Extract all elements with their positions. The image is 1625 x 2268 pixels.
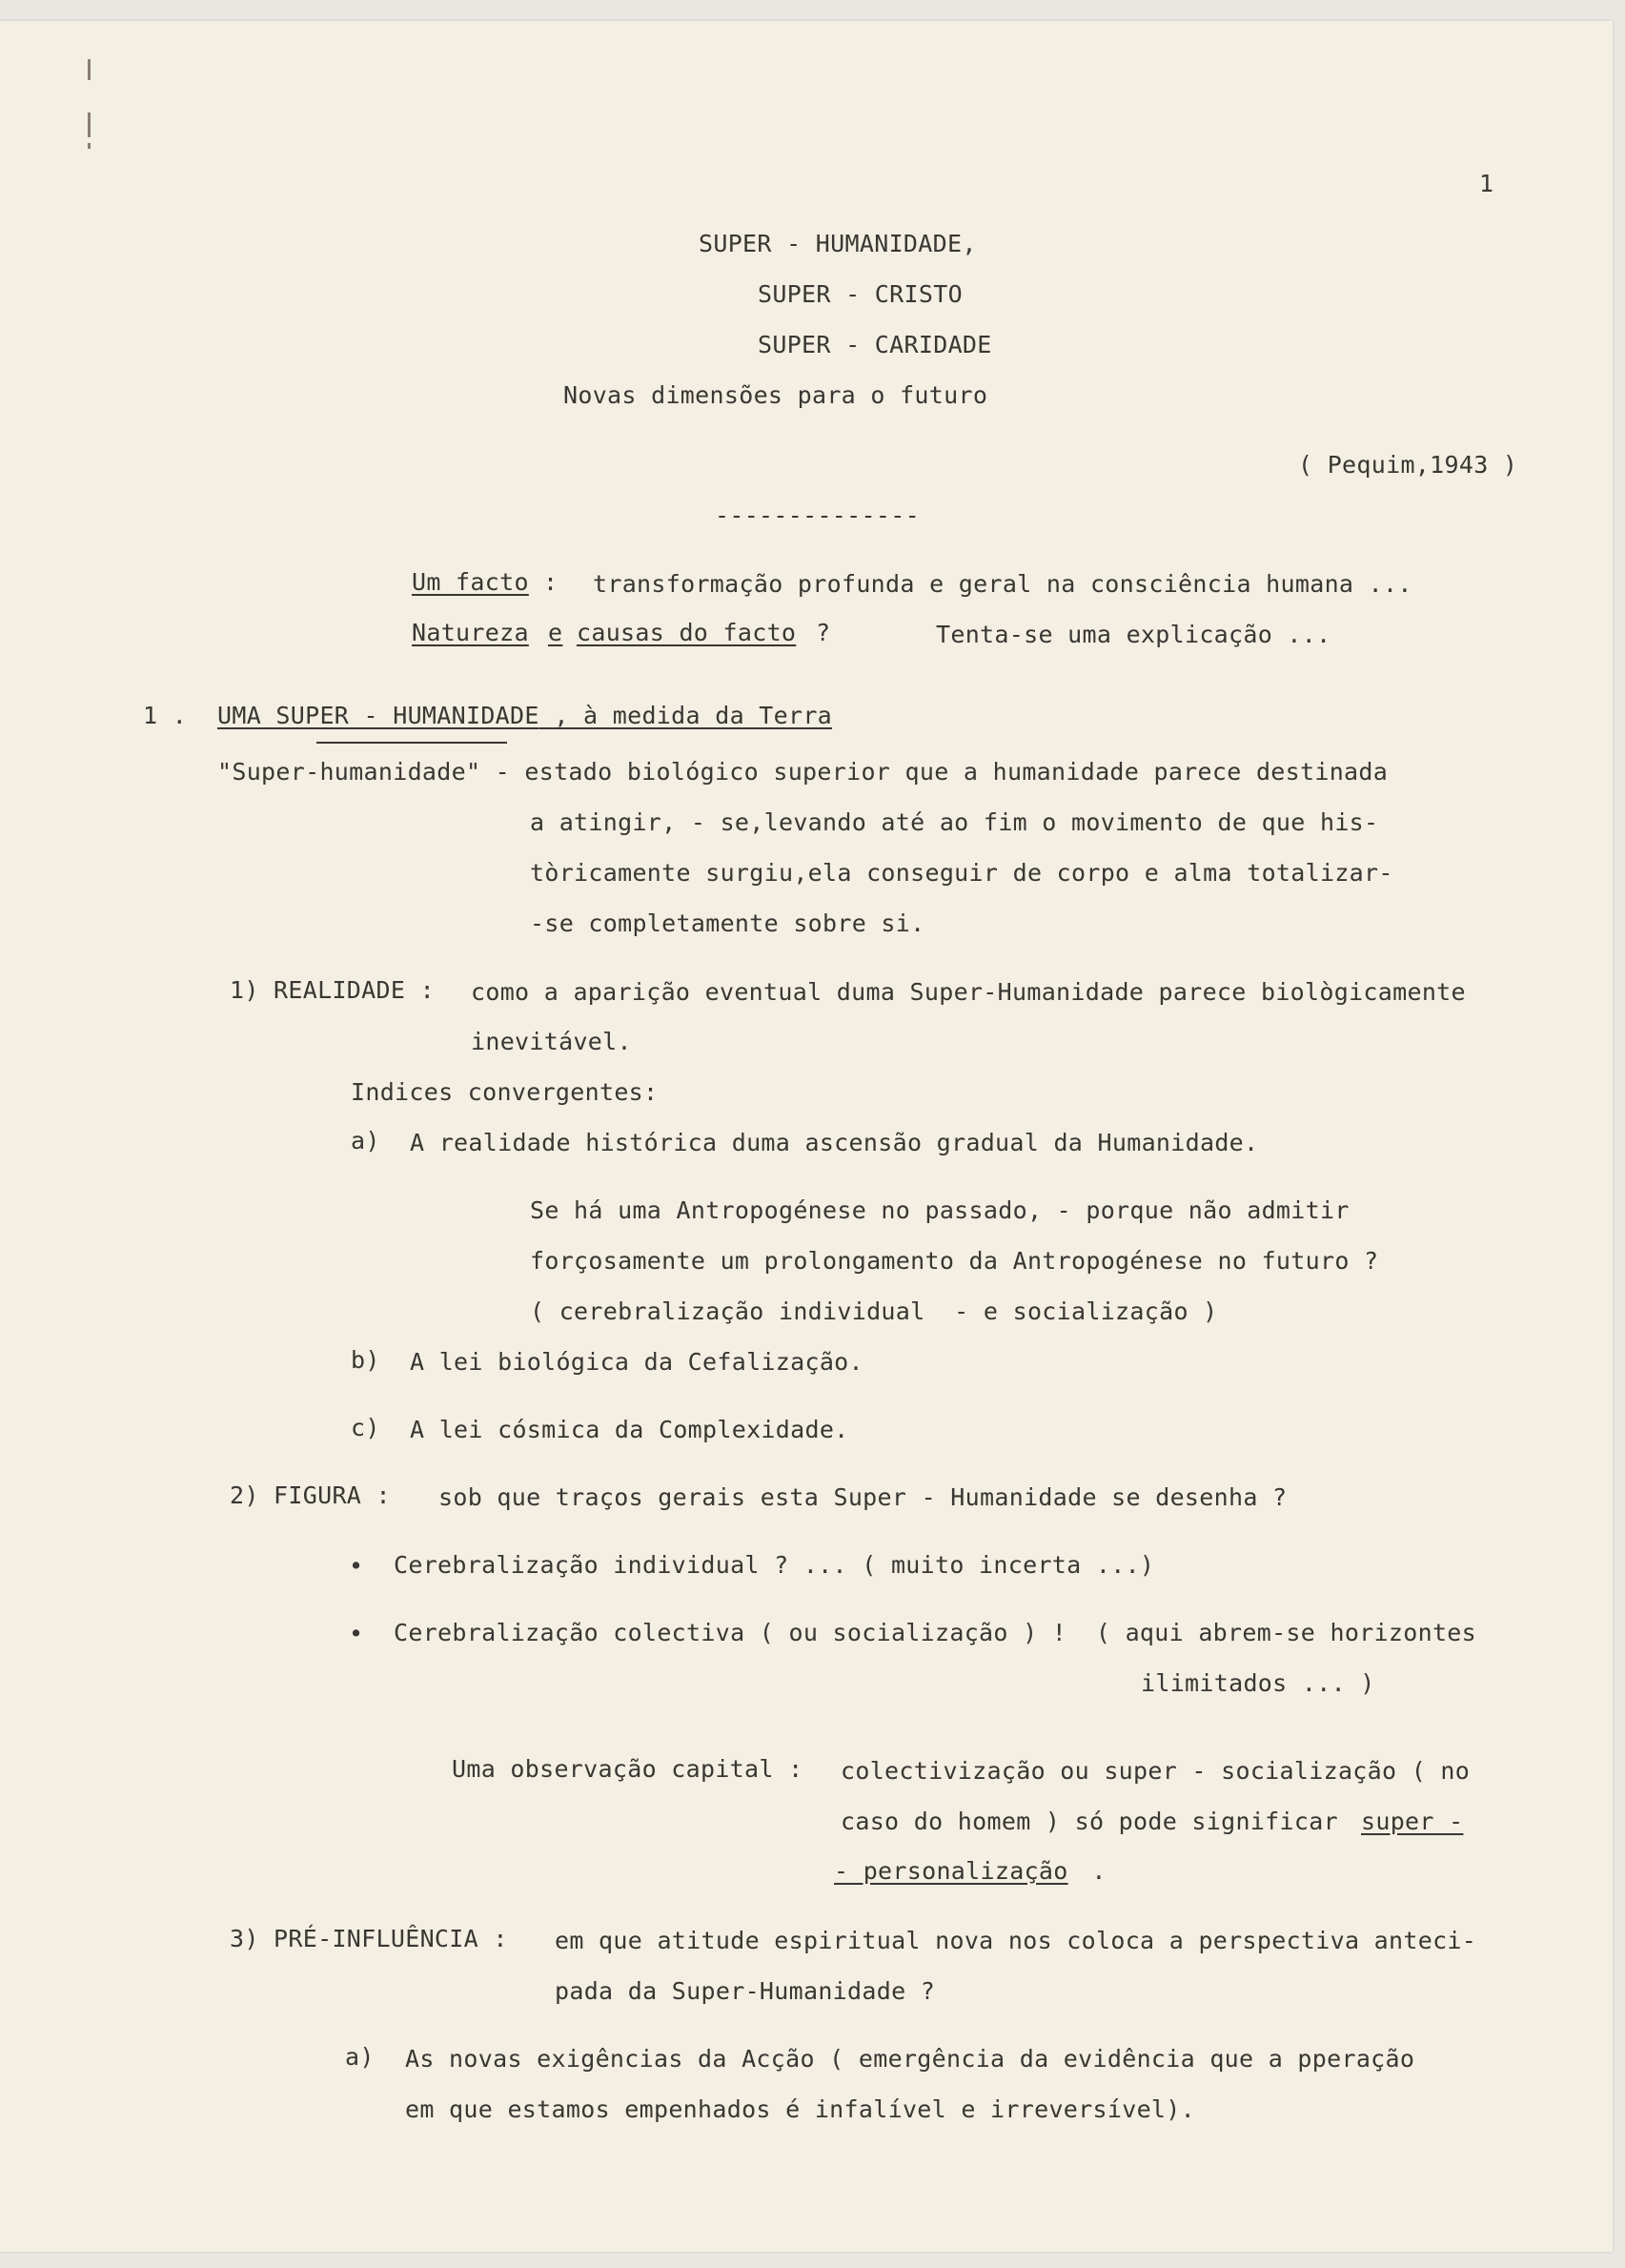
preinfluencia-line-2: pada da Super-Humanidade ? — [555, 1977, 936, 2005]
figura-bullet-1: Cerebralização individual ? ... ( muito incerta ...) — [394, 1551, 1155, 1579]
title-line-1: SUPER - HUMANIDADE, — [699, 230, 977, 257]
figura-text: sob que traços gerais esta Super - Humanidade se desenha ? — [438, 1483, 1288, 1511]
subtitle: Novas dimensões para o futuro — [563, 381, 988, 409]
section-heading: UMA SUPER - HUMANIDADE — [217, 702, 539, 729]
fact-colon: : — [543, 568, 559, 596]
definition-line-1: "Super-humanidade" - estado biológico superior que a humanidade parece destinada — [217, 758, 1389, 786]
figura-bullet-2: Cerebralização colectiva ( ou socialização ) ! ( aqui abrem-se horizontes — [394, 1619, 1476, 1646]
observation-label: Uma observação capital : — [452, 1755, 803, 1783]
realidade-line-2: inevitável. — [471, 1028, 632, 1055]
realidade-label: 1) REALIDADE : — [230, 976, 435, 1004]
observation-end: . — [1077, 1857, 1107, 1885]
preinfluencia-a-marker: a) — [345, 2043, 375, 2071]
item-c-text: A lei cósmica da Complexidade. — [410, 1416, 849, 1443]
place-date: ( Pequim,1943 ) — [1298, 451, 1518, 479]
indices-heading: Indices convergentes: — [351, 1078, 659, 1106]
item-a-sub-3: ( cerebralização individual - e socialização ) — [530, 1297, 1218, 1325]
nature-question: ? — [816, 619, 831, 646]
observation-line-1: colectivização ou super - socialização ( no — [841, 1757, 1471, 1785]
nature-label: Natureza — [412, 619, 529, 646]
nature-text: Tenta-se uma explicação ... — [936, 621, 1331, 648]
bullet-dot: • — [349, 1620, 364, 1647]
figura-bullet-2-cont: ilimitados ... ) — [1141, 1669, 1375, 1697]
section-number: 1 . — [143, 702, 188, 729]
nature-conjunction: e — [548, 619, 563, 646]
figura-label: 2) FIGURA : — [230, 1481, 391, 1509]
definition-line-3: tòricamente surgiu,ela conseguir de corpo e alma totalizar- — [530, 859, 1393, 887]
item-a-marker: a) — [351, 1127, 380, 1154]
separator: -------------- — [715, 501, 920, 529]
section-heading-rule — [316, 742, 507, 744]
title-line-3: SUPER - CARIDADE — [758, 331, 992, 358]
nature-causes: causas do facto — [577, 619, 797, 646]
margin-mark — [88, 112, 91, 137]
definition-line-4: -se completamente sobre si. — [530, 909, 925, 937]
preinfluencia-line-1: em que atitude espiritual nova nos coloca a perspectiva anteci- — [555, 1927, 1477, 1954]
bullet-dot: • — [349, 1552, 364, 1580]
fact-label: Um facto — [412, 568, 529, 596]
item-c-marker: c) — [351, 1414, 380, 1441]
definition-line-2: a atingir, - se,levando até ao fim o movimento de que his- — [530, 808, 1379, 836]
item-a-sub-2: forçosamente um prolongamento da Antropogénese no futuro ? — [530, 1247, 1379, 1275]
preinfluencia-a-line-1: As novas exigências da Acção ( emergência da evidência que a pperação — [405, 2045, 1415, 2073]
realidade-line-1: como a aparição eventual duma Super-Humanidade parece biològicamente — [471, 978, 1466, 1006]
item-b-text: A lei biológica da Cefalização. — [410, 1348, 863, 1376]
page-number: 1 — [1479, 170, 1494, 197]
fact-text: transformação profunda e geral na consciência humana ... — [593, 570, 1412, 598]
margin-mark — [88, 59, 91, 80]
observation-line-2: caso do homem ) só pode significar — [841, 1808, 1353, 1835]
item-a-sub-1: Se há uma Antropogénese no passado, - porque não admitir — [530, 1196, 1350, 1224]
observation-emphasis: super - — [1361, 1808, 1464, 1835]
title-line-2: SUPER - CRISTO — [758, 280, 963, 308]
item-b-marker: b) — [351, 1346, 380, 1374]
observation-emphasis-cont: - personalização — [834, 1857, 1068, 1885]
preinfluencia-a-line-2: em que estamos empenhados é infalível e irreversível). — [405, 2095, 1195, 2123]
preinfluencia-label: 3) PRÉ-INFLUÊNCIA : — [230, 1925, 508, 1952]
margin-mark — [88, 143, 91, 149]
item-a-text: A realidade histórica duma ascensão gradual da Humanidade. — [410, 1129, 1259, 1156]
section-heading-cont: , à medida da Terra — [539, 702, 833, 729]
